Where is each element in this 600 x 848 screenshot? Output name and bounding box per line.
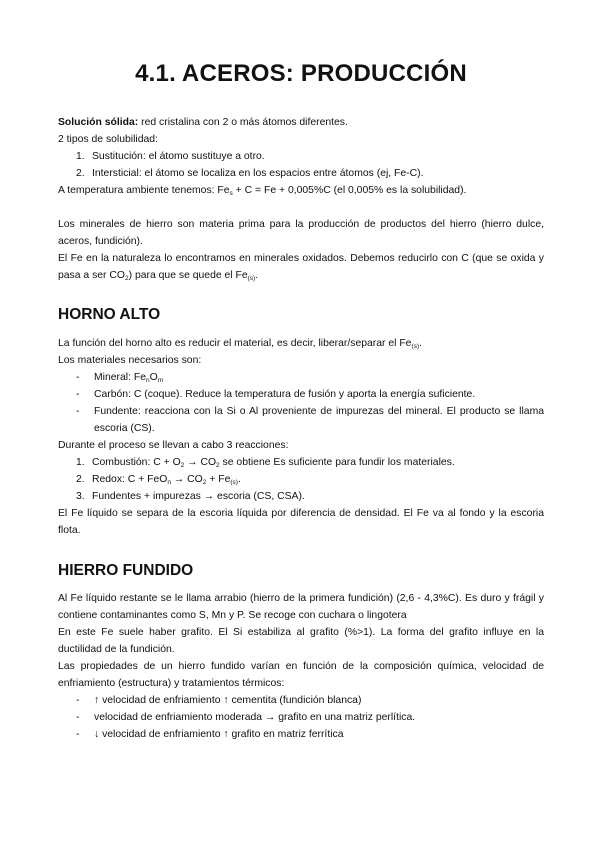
room-temperature-line: A temperatura ambiente tenemos: $Fe_s + C = Fe + 0,005\%C$ (el 0,005% es la solubilidad).	[58, 185, 467, 197]
solid-solution-definition	[58, 114, 544, 131]
separation-paragraph: El Fe líquido se separa de la escoria líquida por diferencia de densidad. El Fe va al fondo y la escoria flota.	[58, 508, 544, 536]
properties-paragraph: Las propiedades de un hierro fundido varían en función de la composición química, velocidad de enfriamiento (estructura) y tratamientos térmicos:	[58, 661, 544, 689]
arrabio-paragraph: Al Fe líquido restante se le llama arrabio (hierro de la primera fundición) (2,6 - 4,3%C). Es duro y frágil y contiene contaminantes como S, Mn y P. Se recoge con cuchara o lingotera	[58, 593, 544, 621]
intro-section	[58, 114, 544, 284]
list-item: - Mineral: $Fe_nO_m$	[76, 372, 164, 384]
solubility-types-intro: 2 tipos de solubilidad:	[58, 134, 158, 145]
solid-solution-label: Solución sólida:	[58, 117, 139, 128]
list-item: 2. Intersticial: el átomo se localiza en los espacios entre átomos (ej, Fe-C).	[76, 168, 424, 179]
list-item: 1. Sustitución: el átomo sustituye a otro.	[76, 151, 265, 162]
hierro-fundido-section	[58, 590, 544, 743]
nature-paragraph: El Fe en la naturaleza lo encontramos en minerales oxidados. Debemos reducirlo con C (que se oxida y pasa a ser $CO_2$) para que se quede el $Fe_{(s)}$.	[58, 253, 544, 282]
section-heading-hierro-fundido: HIERRO FUNDIDO	[58, 562, 194, 579]
blast-furnace-function: La función del horno alto es reducir el material, es decir, liberar/separar el $Fe_{(s)}$.	[58, 338, 422, 350]
list-item: - ↑ velocidad de enfriamiento ↑ cementita (fundición blanca)	[76, 695, 362, 706]
list-item: 3. Fundentes + impurezas → escoria (CS, CSA).	[76, 491, 305, 502]
graphite-paragraph: En este Fe suele haber grafito. El Si estabiliza al grafito (%>1). La forma del grafito influye en la ductilidad de la fundición.	[58, 627, 544, 655]
list-item: 2. Redox: $C + FeO_n \to CO_2 + Fe_{(s)}$.	[76, 474, 241, 486]
solubility-types-list	[58, 148, 544, 182]
materials-list	[58, 369, 544, 437]
page-title: 4.1. ACEROS: PRODUCCIÓN	[135, 60, 467, 87]
list-item: 1. Combustión: $C + O_2 \to CO_2$ se obtiene Es suficiente para fundir los materiales.	[76, 457, 455, 469]
list-item: - Fundente: reacciona con la Si o Al proveniente de impurezas del mineral. El producto se llama escoria (CS).	[76, 406, 544, 434]
list-item: - velocidad de enfriamiento moderada → grafito en una matriz perlítica.	[76, 712, 416, 723]
reactions-list	[58, 454, 544, 505]
materials-intro: Los materiales necesarios son:	[58, 355, 202, 366]
list-item: - Carbón: C (coque). Reduce la temperatura de fusión y aporta la energía suficiente.	[76, 389, 476, 400]
section-heading-horno-alto: HORNO ALTO	[58, 306, 161, 323]
spacer	[58, 199, 544, 216]
solid-solution-text: red cristalina con 2 o más átomos diferentes.	[138, 117, 348, 128]
cooling-rate-list	[58, 692, 544, 743]
list-item: - ↓ velocidad de enfriamiento ↑ grafito en matriz ferrítica	[76, 729, 344, 740]
process-intro: Durante el proceso se llevan a cabo 3 reacciones:	[58, 440, 289, 451]
minerals-paragraph: Los minerales de hierro son materia prima para la producción de productos del hierro (hierro dulce, aceros, fundición).	[58, 219, 544, 247]
horno-alto-section	[58, 335, 544, 539]
